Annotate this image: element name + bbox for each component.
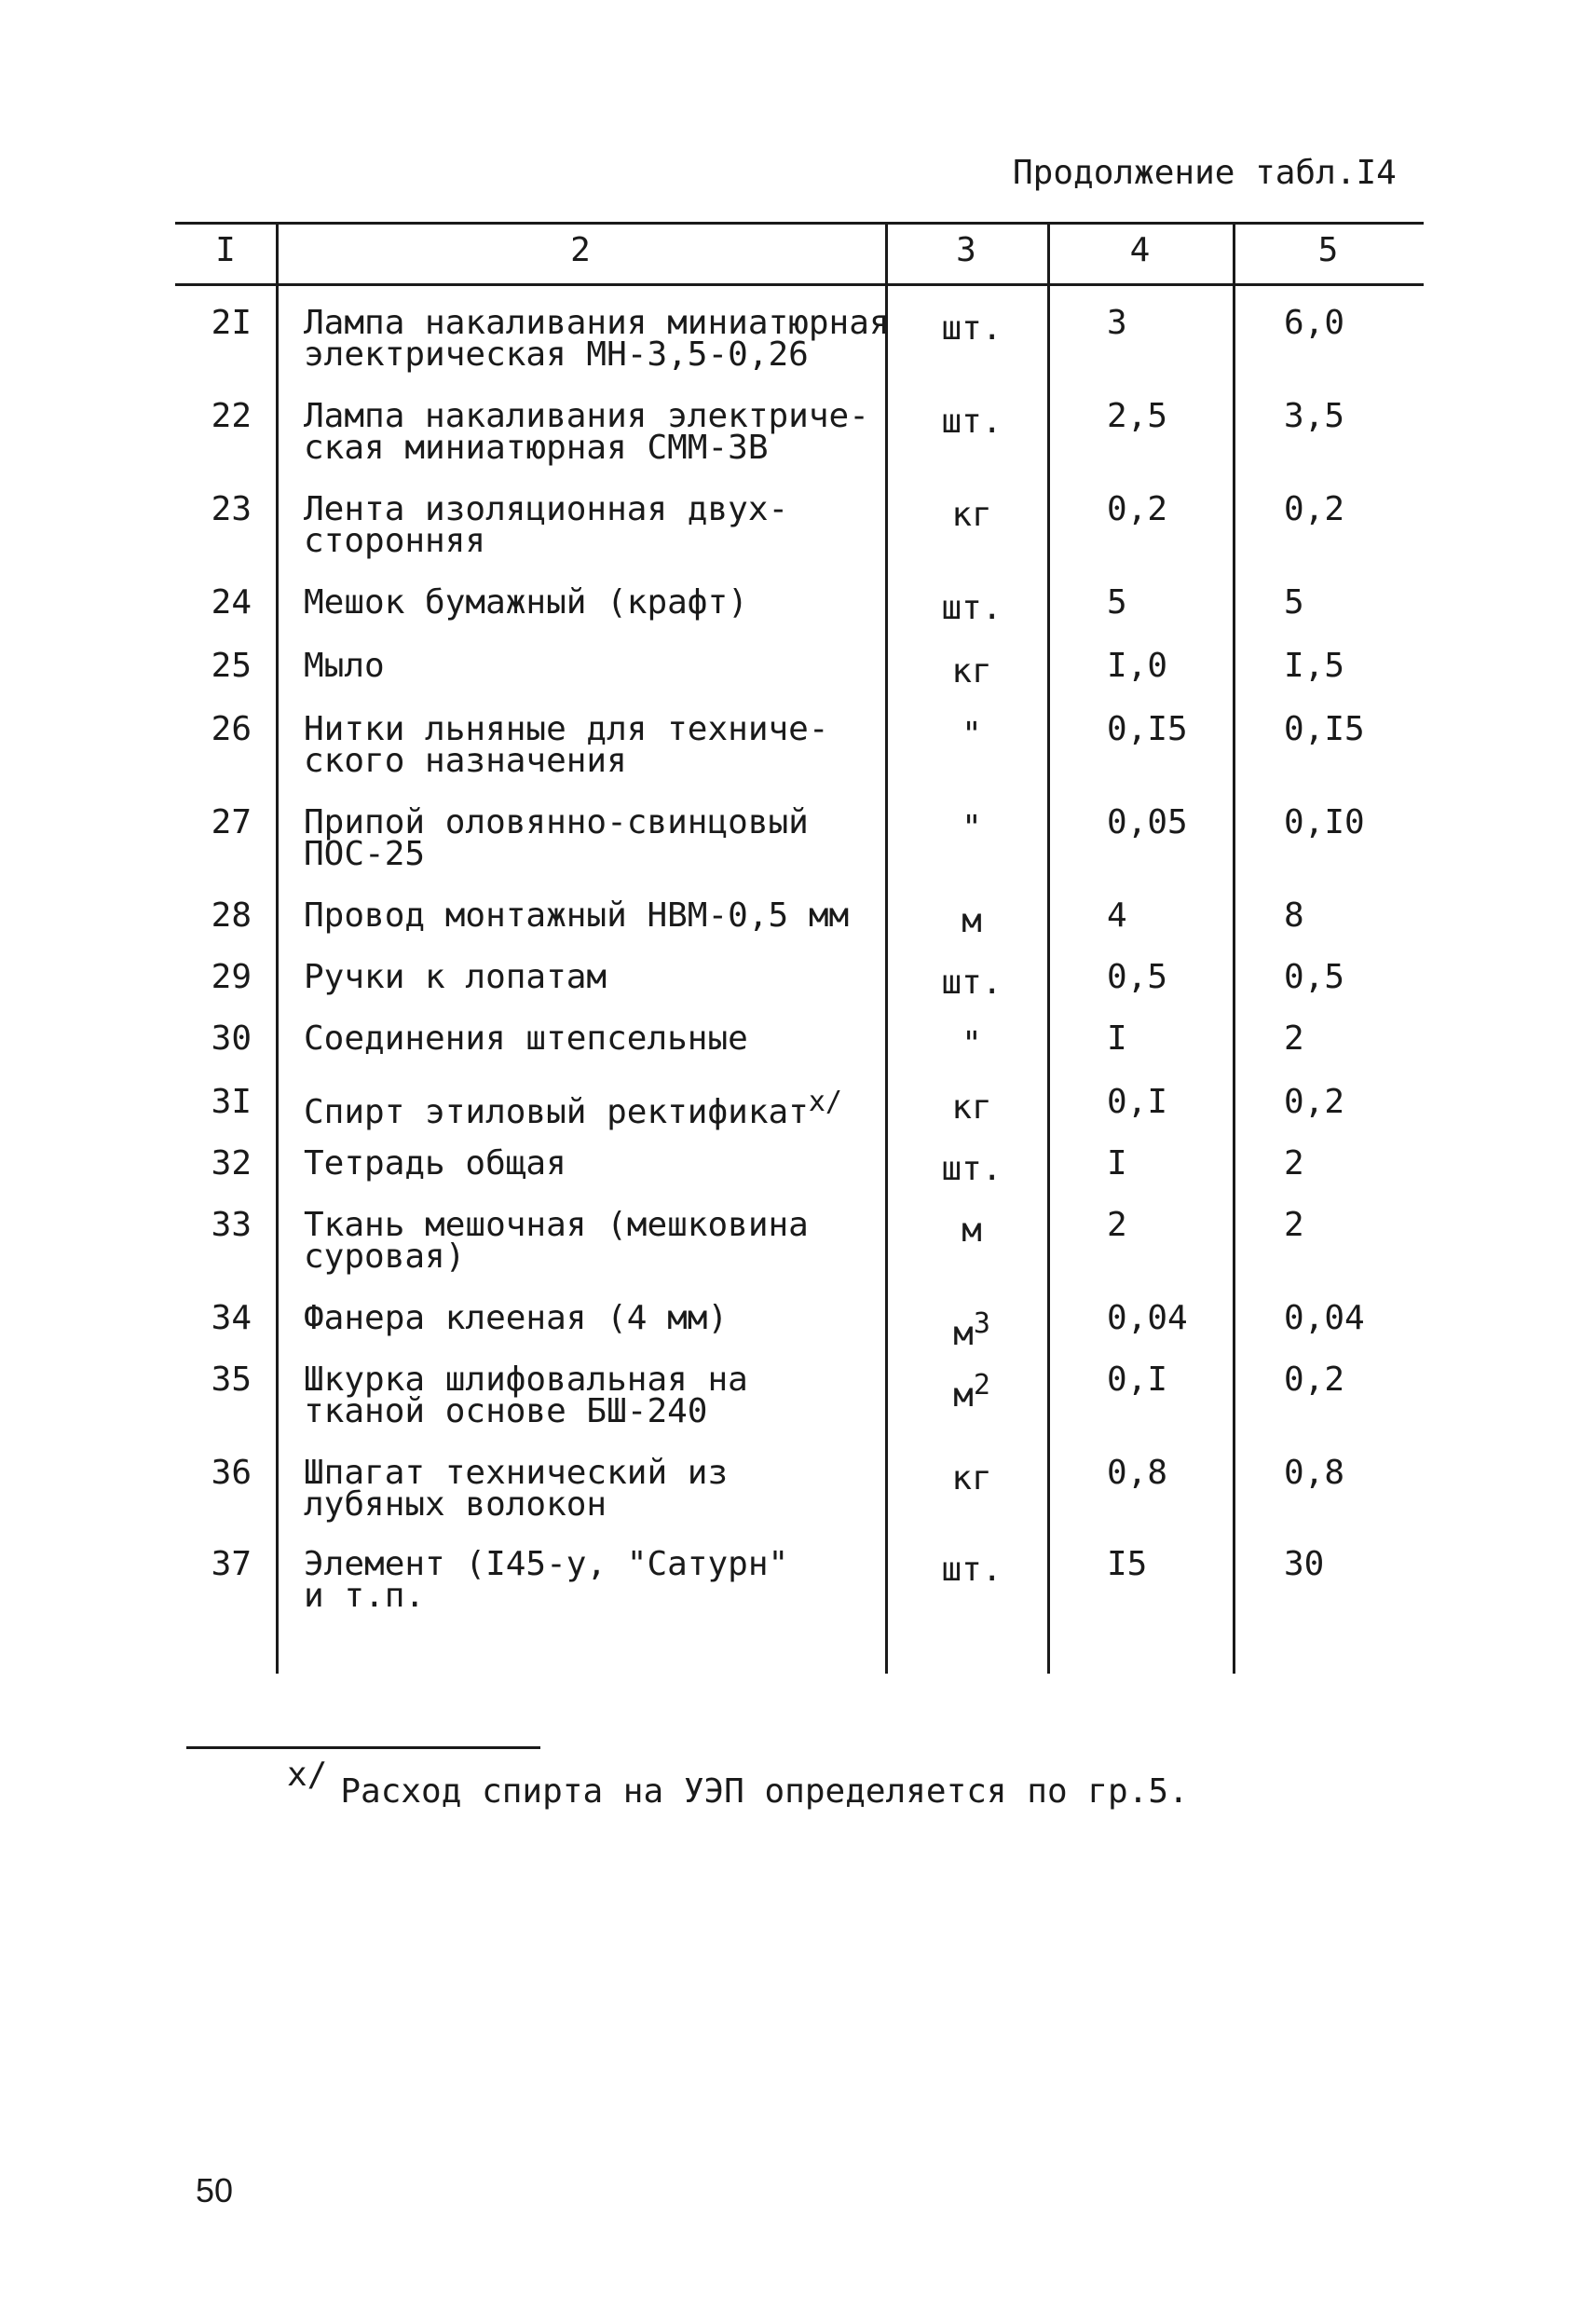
- unit-text: шт.: [941, 1551, 1003, 1589]
- unit-exponent: 2: [973, 1369, 990, 1402]
- quantity-col4: 2,5: [1107, 397, 1168, 435]
- quantity-col5: 0,5: [1284, 958, 1345, 996]
- quantity-col5: 3,5: [1284, 397, 1345, 435]
- unit-text: кг: [951, 1088, 992, 1127]
- quantity-col4: 0,I: [1107, 1083, 1168, 1121]
- row-number: 25: [211, 647, 252, 685]
- materials-table: [175, 222, 1424, 1674]
- column-header-3: 3: [956, 231, 976, 269]
- quantity-col5: 8: [1284, 896, 1304, 935]
- unit-text: шт.: [941, 403, 1003, 441]
- material-name-text: Элемент (I45-у, "Сатурн" и т.п.: [304, 1545, 789, 1615]
- row-number: 29: [211, 958, 252, 996]
- unit: [888, 1369, 1056, 1415]
- material-name-text: Мыло: [304, 647, 385, 685]
- row-number: 26: [211, 710, 252, 748]
- column-header-2: 2: [570, 231, 591, 269]
- quantity-col4: I: [1107, 1144, 1127, 1183]
- quantity-col5: 0,8: [1284, 1454, 1345, 1492]
- unit: [888, 1150, 1056, 1188]
- table-continuation-heading: Продолжение табл.I4: [1013, 154, 1397, 192]
- quantity-col4: 3: [1107, 304, 1127, 342]
- unit-text: м: [962, 902, 982, 940]
- unit: [888, 1307, 1056, 1353]
- unit: [888, 1088, 1056, 1127]
- table-top-rule: [175, 222, 1424, 225]
- row-number: 27: [211, 803, 252, 841]
- quantity-col5: 2: [1284, 1019, 1304, 1058]
- footnote-text: Расход спирта на УЭП определяется по гр.5.: [340, 1772, 1189, 1811]
- unit-text: м: [953, 1376, 974, 1415]
- quantity-col4: I,0: [1107, 647, 1168, 685]
- unit-text: м: [953, 1315, 974, 1353]
- row-number: 37: [211, 1545, 252, 1583]
- quantity-col4: I5: [1107, 1545, 1148, 1583]
- unit: [888, 902, 1056, 940]
- material-name-text: Лампа накаливания электриче- ская миниатюрная СММ-3В: [304, 397, 869, 467]
- quantity-col4: 4: [1107, 896, 1127, 935]
- row-number: 32: [211, 1144, 252, 1183]
- unit: [888, 1459, 1056, 1497]
- row-number: 36: [211, 1454, 252, 1492]
- material-name-text: Спирт этиловый ректификат: [304, 1093, 809, 1131]
- column-divider-4: [1233, 222, 1235, 1674]
- quantity-col5: I,5: [1284, 647, 1345, 685]
- material-name-text: Лента изоляционная двух- сторонняя: [304, 490, 789, 560]
- material-name-text: Шкурка шлифовальная на тканой основе БШ-240: [304, 1361, 748, 1430]
- unit-text: кг: [951, 652, 992, 691]
- material-name-text: Провод монтажный НВМ-0,5 мм: [304, 896, 850, 935]
- unit: [888, 589, 1056, 627]
- quantity-col5: 5: [1284, 583, 1304, 622]
- quantity-col5: 2: [1284, 1144, 1304, 1183]
- quantity-col4: I: [1107, 1019, 1127, 1058]
- quantity-col5: 6,0: [1284, 304, 1345, 342]
- quantity-col5: 30: [1284, 1545, 1325, 1583]
- row-number: 2I: [211, 304, 252, 342]
- material-name-text: Ткань мешочная (мешковина суровая): [304, 1206, 809, 1276]
- unit-text: ": [962, 716, 982, 754]
- material-name-text: Фанера клееная (4 мм): [304, 1299, 729, 1337]
- row-number: 3I: [211, 1083, 252, 1121]
- quantity-col5: 0,04: [1284, 1299, 1365, 1337]
- row-number: 35: [211, 1361, 252, 1399]
- unit: [888, 403, 1056, 441]
- row-number: 22: [211, 397, 252, 435]
- quantity-col4: 5: [1107, 583, 1127, 622]
- unit-text: шт.: [941, 964, 1003, 1002]
- material-name-text: Нитки льняные для техниче- ского назначения: [304, 710, 829, 780]
- row-number: 23: [211, 490, 252, 528]
- unit: [888, 1211, 1056, 1250]
- quantity-col4: 0,5: [1107, 958, 1168, 996]
- unit-text: кг: [951, 1459, 992, 1497]
- material-name-text: Соединения штепсельные: [304, 1019, 748, 1058]
- row-number: 34: [211, 1299, 252, 1337]
- column-header-1: I: [215, 231, 236, 269]
- unit-text: кг: [951, 496, 992, 534]
- row-number: 33: [211, 1206, 252, 1244]
- quantity-col4: 0,I: [1107, 1361, 1168, 1399]
- unit-text: шт.: [941, 1150, 1003, 1188]
- quantity-col4: 0,2: [1107, 490, 1168, 528]
- unit: [888, 716, 1056, 754]
- quantity-col4: 0,8: [1107, 1454, 1168, 1492]
- table-header-rule: [175, 283, 1424, 286]
- quantity-col5: 0,I0: [1284, 803, 1365, 841]
- footnote-reference: x/: [808, 1086, 842, 1118]
- material-name-text: Припой оловянно-свинцовый ПОС-25: [304, 803, 809, 873]
- quantity-col4: 0,I5: [1107, 710, 1188, 748]
- unit-text: шт.: [941, 589, 1003, 627]
- quantity-col5: 0,2: [1284, 490, 1345, 528]
- quantity-col5: 0,I5: [1284, 710, 1365, 748]
- unit-text: шт.: [941, 309, 1003, 348]
- quantity-col5: 2: [1284, 1206, 1304, 1244]
- unit: [888, 1025, 1056, 1063]
- column-header-5: 5: [1317, 231, 1339, 269]
- unit: [888, 964, 1056, 1002]
- unit: [888, 809, 1056, 847]
- unit-exponent: 3: [973, 1307, 990, 1340]
- unit-text: м: [962, 1211, 982, 1250]
- unit-text: ": [962, 809, 982, 847]
- quantity-col5: 0,2: [1284, 1361, 1345, 1399]
- unit: [888, 309, 1056, 348]
- material-name-text: Шпагат технический из лубяных волокон: [304, 1454, 729, 1524]
- row-number: 28: [211, 896, 252, 935]
- material-name-text: Мешок бумажный (крафт): [304, 583, 748, 622]
- column-header-4: 4: [1129, 231, 1151, 269]
- quantity-col4: 2: [1107, 1206, 1127, 1244]
- unit: [888, 1551, 1056, 1589]
- footnote-mark: x/: [287, 1756, 328, 1794]
- footnote: [287, 1756, 1189, 1811]
- unit: [888, 496, 1056, 534]
- material-name-text: Ручки к лопатам: [304, 958, 607, 996]
- material-name-text: Лампа накаливания миниатюрная электрическая МН-3,5-0,26: [304, 304, 890, 374]
- page-number: 50: [196, 2171, 234, 2209]
- row-number: 24: [211, 583, 252, 622]
- quantity-col4: 0,04: [1107, 1299, 1188, 1337]
- unit: [888, 652, 1056, 691]
- material-name-text: Тетрадь общая: [304, 1144, 566, 1183]
- quantity-col5: 0,2: [1284, 1083, 1345, 1121]
- quantity-col4: 0,05: [1107, 803, 1188, 841]
- row-number: 30: [211, 1019, 252, 1058]
- unit-text: ": [962, 1025, 982, 1063]
- footnote-separator: [186, 1746, 540, 1749]
- column-divider-1: [276, 222, 279, 1674]
